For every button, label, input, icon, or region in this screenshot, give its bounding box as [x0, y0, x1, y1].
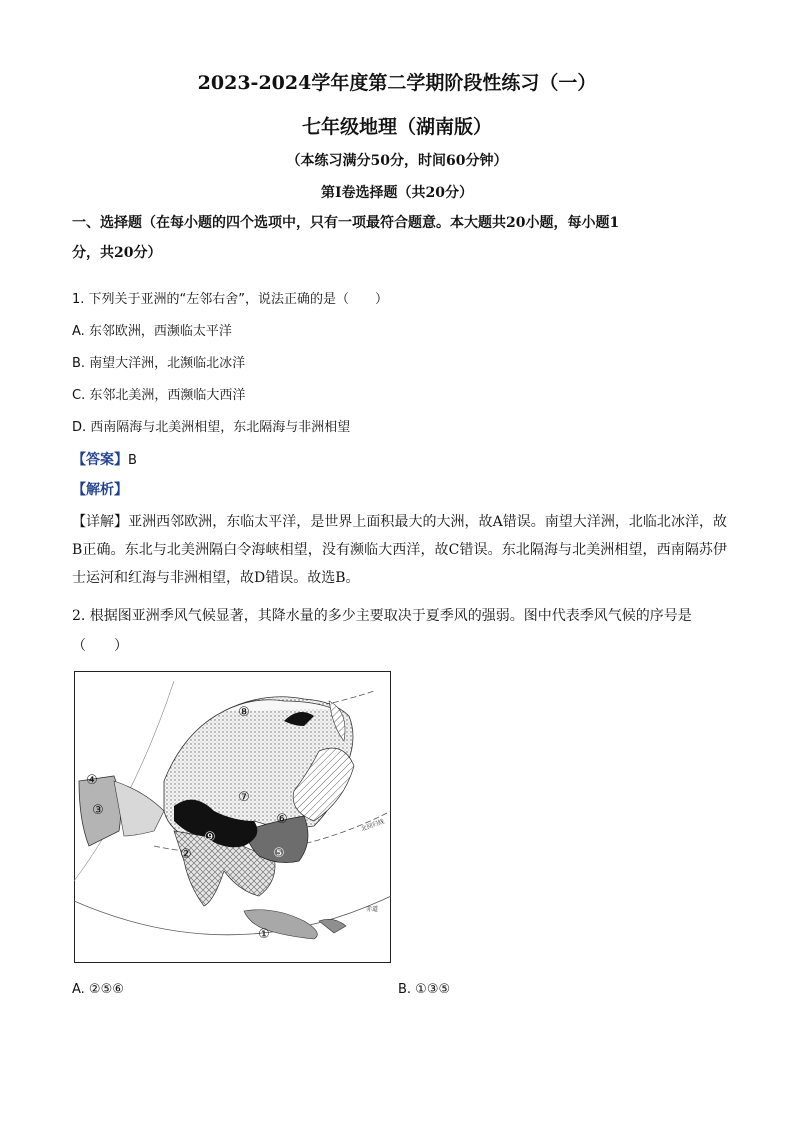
question-2-stem: [72, 602, 727, 630]
part-heading: 第Ⅰ卷选择题（共20分）: [320, 185, 474, 201]
question-1-option-d: D. 西南隔海与北美洲相望，东北隔海与非洲相望: [72, 420, 351, 435]
question-1-option-c: C. 东邻北美洲，西濒临大西洋: [72, 388, 246, 403]
answer-value: B: [128, 453, 137, 468]
exam-subtitle: 七年级地理（湖南版）: [301, 116, 492, 138]
label-2: ②: [180, 847, 192, 862]
detail-paragraph: [72, 508, 727, 592]
detail-text: 亚洲西邻欧洲，东临太平洋，是世界上面积最大的大洲，故A错误。南望大洋洲，北临北冰洋，故B正确。东北与北美洲隔白令海峡相望，没有濒临大西洋，故C错误。东北隔海与北美洲相望，西南隔苏伊士运河和红海与非洲相望，故D错误。故选B。: [72, 514, 727, 586]
label-5: ⑤: [273, 846, 285, 861]
label-1: ①: [258, 927, 270, 942]
label-8: ⑧: [238, 705, 250, 720]
question-1-option-a: A. 东邻欧洲，西濒临太平洋: [72, 324, 232, 339]
exam-note: （本练习满分50分，时间60分钟）: [286, 153, 508, 169]
label-9: ⑨: [204, 830, 216, 845]
question-1-option-b: B. 南望大洋洲，北濒临北冰洋: [72, 356, 246, 371]
label-6: ⑥: [276, 812, 288, 827]
analysis-row: [72, 476, 732, 504]
equator-label: 赤道: [366, 906, 379, 913]
question-2-stem-end: （ ）: [72, 638, 128, 654]
label-3: ③: [92, 803, 104, 818]
question-2-option-b: B. ①③⑤: [398, 982, 451, 997]
asia-climate-map: [74, 671, 391, 963]
exam-title: 2023-2024学年度第二学期阶段性练习（一）: [197, 72, 597, 94]
question-1-stem: 1. 下列关于亚洲的“左邻右舍”，说法正确的是（ ）: [72, 292, 389, 307]
answer-row: [72, 446, 732, 475]
question-2-option-a: A. ②⑤⑥: [72, 982, 124, 997]
analysis-tag: 【解析】: [72, 482, 128, 498]
section-instructions-line2: 分，共20分）: [72, 245, 162, 261]
answer-tag: 【答案】: [72, 452, 128, 468]
detail-tag: 【详解】: [72, 514, 129, 530]
label-4: ④: [86, 773, 98, 788]
tropic-label: 北回归线: [360, 818, 386, 833]
question-2-stem-text: 2. 根据图亚洲季风气候显著，其降水量的多少主要取决于夏季风的强弱。图中代表季风气候的序号是: [72, 608, 692, 624]
section-instructions-line1: 一、选择题（在每小题的四个选项中，只有一项最符合题意。本大题共20小题，每小题1: [72, 215, 620, 231]
label-7: ⑦: [238, 790, 250, 805]
